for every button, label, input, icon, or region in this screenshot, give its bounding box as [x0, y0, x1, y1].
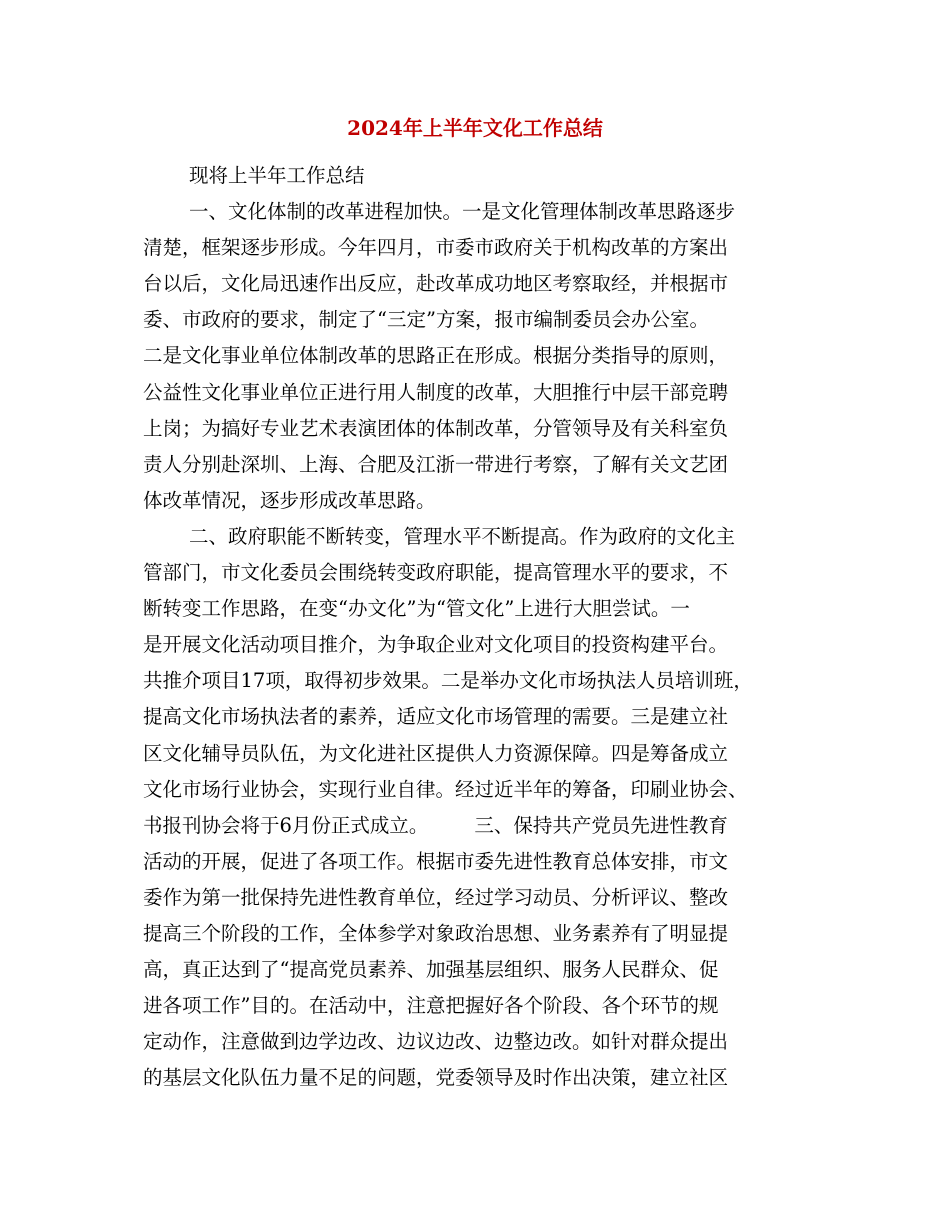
- document-title: 2024年上半年文化工作总结: [347, 116, 603, 140]
- paragraph-line: 公益性文化事业单位正进行用人制度的改革，大胆推行中层干部竞聘: [143, 380, 729, 404]
- paragraph-segment: 三、保持共产党员先进性教育: [474, 813, 728, 837]
- paragraph-line: 委、市政府的要求，制定了“三定”方案，报市编制委员会办公室。: [143, 308, 709, 332]
- paragraph-line: 活动的开展，促进了各项工作。根据市委先进性教育总体安排，市文: [143, 849, 729, 873]
- paragraph-line: 提高三个阶段的工作，全体参学对象政治思想、业务素养有了明显提: [143, 921, 729, 945]
- paragraph-line: 共推介项目17项，取得初步效果。二是举办文化市场执法人员培训班，: [143, 669, 753, 693]
- paragraph-line: 高，真正达到了“提高党员素养、加强基层组织、服务人民群众、促: [143, 958, 719, 982]
- paragraph-line: 文化市场行业协会，实现行业自律。经过近半年的筹备，印刷业协会、: [143, 777, 748, 801]
- paragraph-line: 责人分别赴深圳、上海、合肥及江浙一带进行考察，了解有关文艺团: [143, 452, 729, 476]
- paragraph-line: 的基层文化队伍力量不足的问题，党委领导及时作出决策，建立社区: [143, 1066, 729, 1090]
- paragraph-line: 提高文化市场执法者的素养，适应文化市场管理的需要。三是建立社: [143, 705, 729, 729]
- paragraph-line: 一、文化体制的改革进程加快。一是文化管理体制改革思路逐步: [189, 200, 736, 224]
- paragraph-line: 上岗；为搞好专业艺术表演团体的体制改革，分管领导及有关科室负: [143, 416, 729, 440]
- paragraph-line: 是开展文化活动项目推介，为争取企业对文化项目的投资构建平台。: [143, 633, 729, 657]
- paragraph-line: 定动作，注意做到边学边改、边议边改、边整边改。如针对群众提出: [143, 1030, 729, 1054]
- paragraph-line: 二、政府职能不断转变，管理水平不断提高。作为政府的文化主: [189, 524, 736, 548]
- paragraph-line: 管部门，市文化委员会围绕转变政府职能，提高管理水平的要求，不: [143, 561, 729, 585]
- document-body: [143, 158, 803, 1096]
- paragraph-line: 进各项工作”目的。在活动中，注意把握好各个阶段、各个环节的规: [143, 994, 719, 1018]
- paragraph-line: 二是文化事业单位体制改革的思路正在形成。根据分类指导的原则，: [143, 344, 729, 368]
- paragraph-line: 断转变工作思路，在变“办文化”为“管文化”上进行大胆尝试。一: [143, 597, 690, 621]
- paragraph-segment: 书报刊协会将于6月份正式成立。: [143, 813, 429, 837]
- paragraph-line: 台以后，文化局迅速作出反应，赴改革成功地区考察取经，并根据市: [143, 272, 729, 296]
- paragraph-line: 区文化辅导员队伍，为文化进社区提供人力资源保障。四是筹备成立: [143, 741, 729, 765]
- paragraph-line-mixed: [143, 808, 803, 844]
- paragraph-line: 体改革情况，逐步形成改革思路。: [143, 488, 436, 512]
- paragraph-line: 委作为第一批保持先进性教育单位，经过学习动员、分析评议、整改: [143, 885, 729, 909]
- paragraph-line: 清楚，框架逐步形成。今年四月，市委市政府关于机构改革的方案出: [143, 236, 729, 260]
- paragraph-line: 现将上半年工作总结: [189, 164, 365, 187]
